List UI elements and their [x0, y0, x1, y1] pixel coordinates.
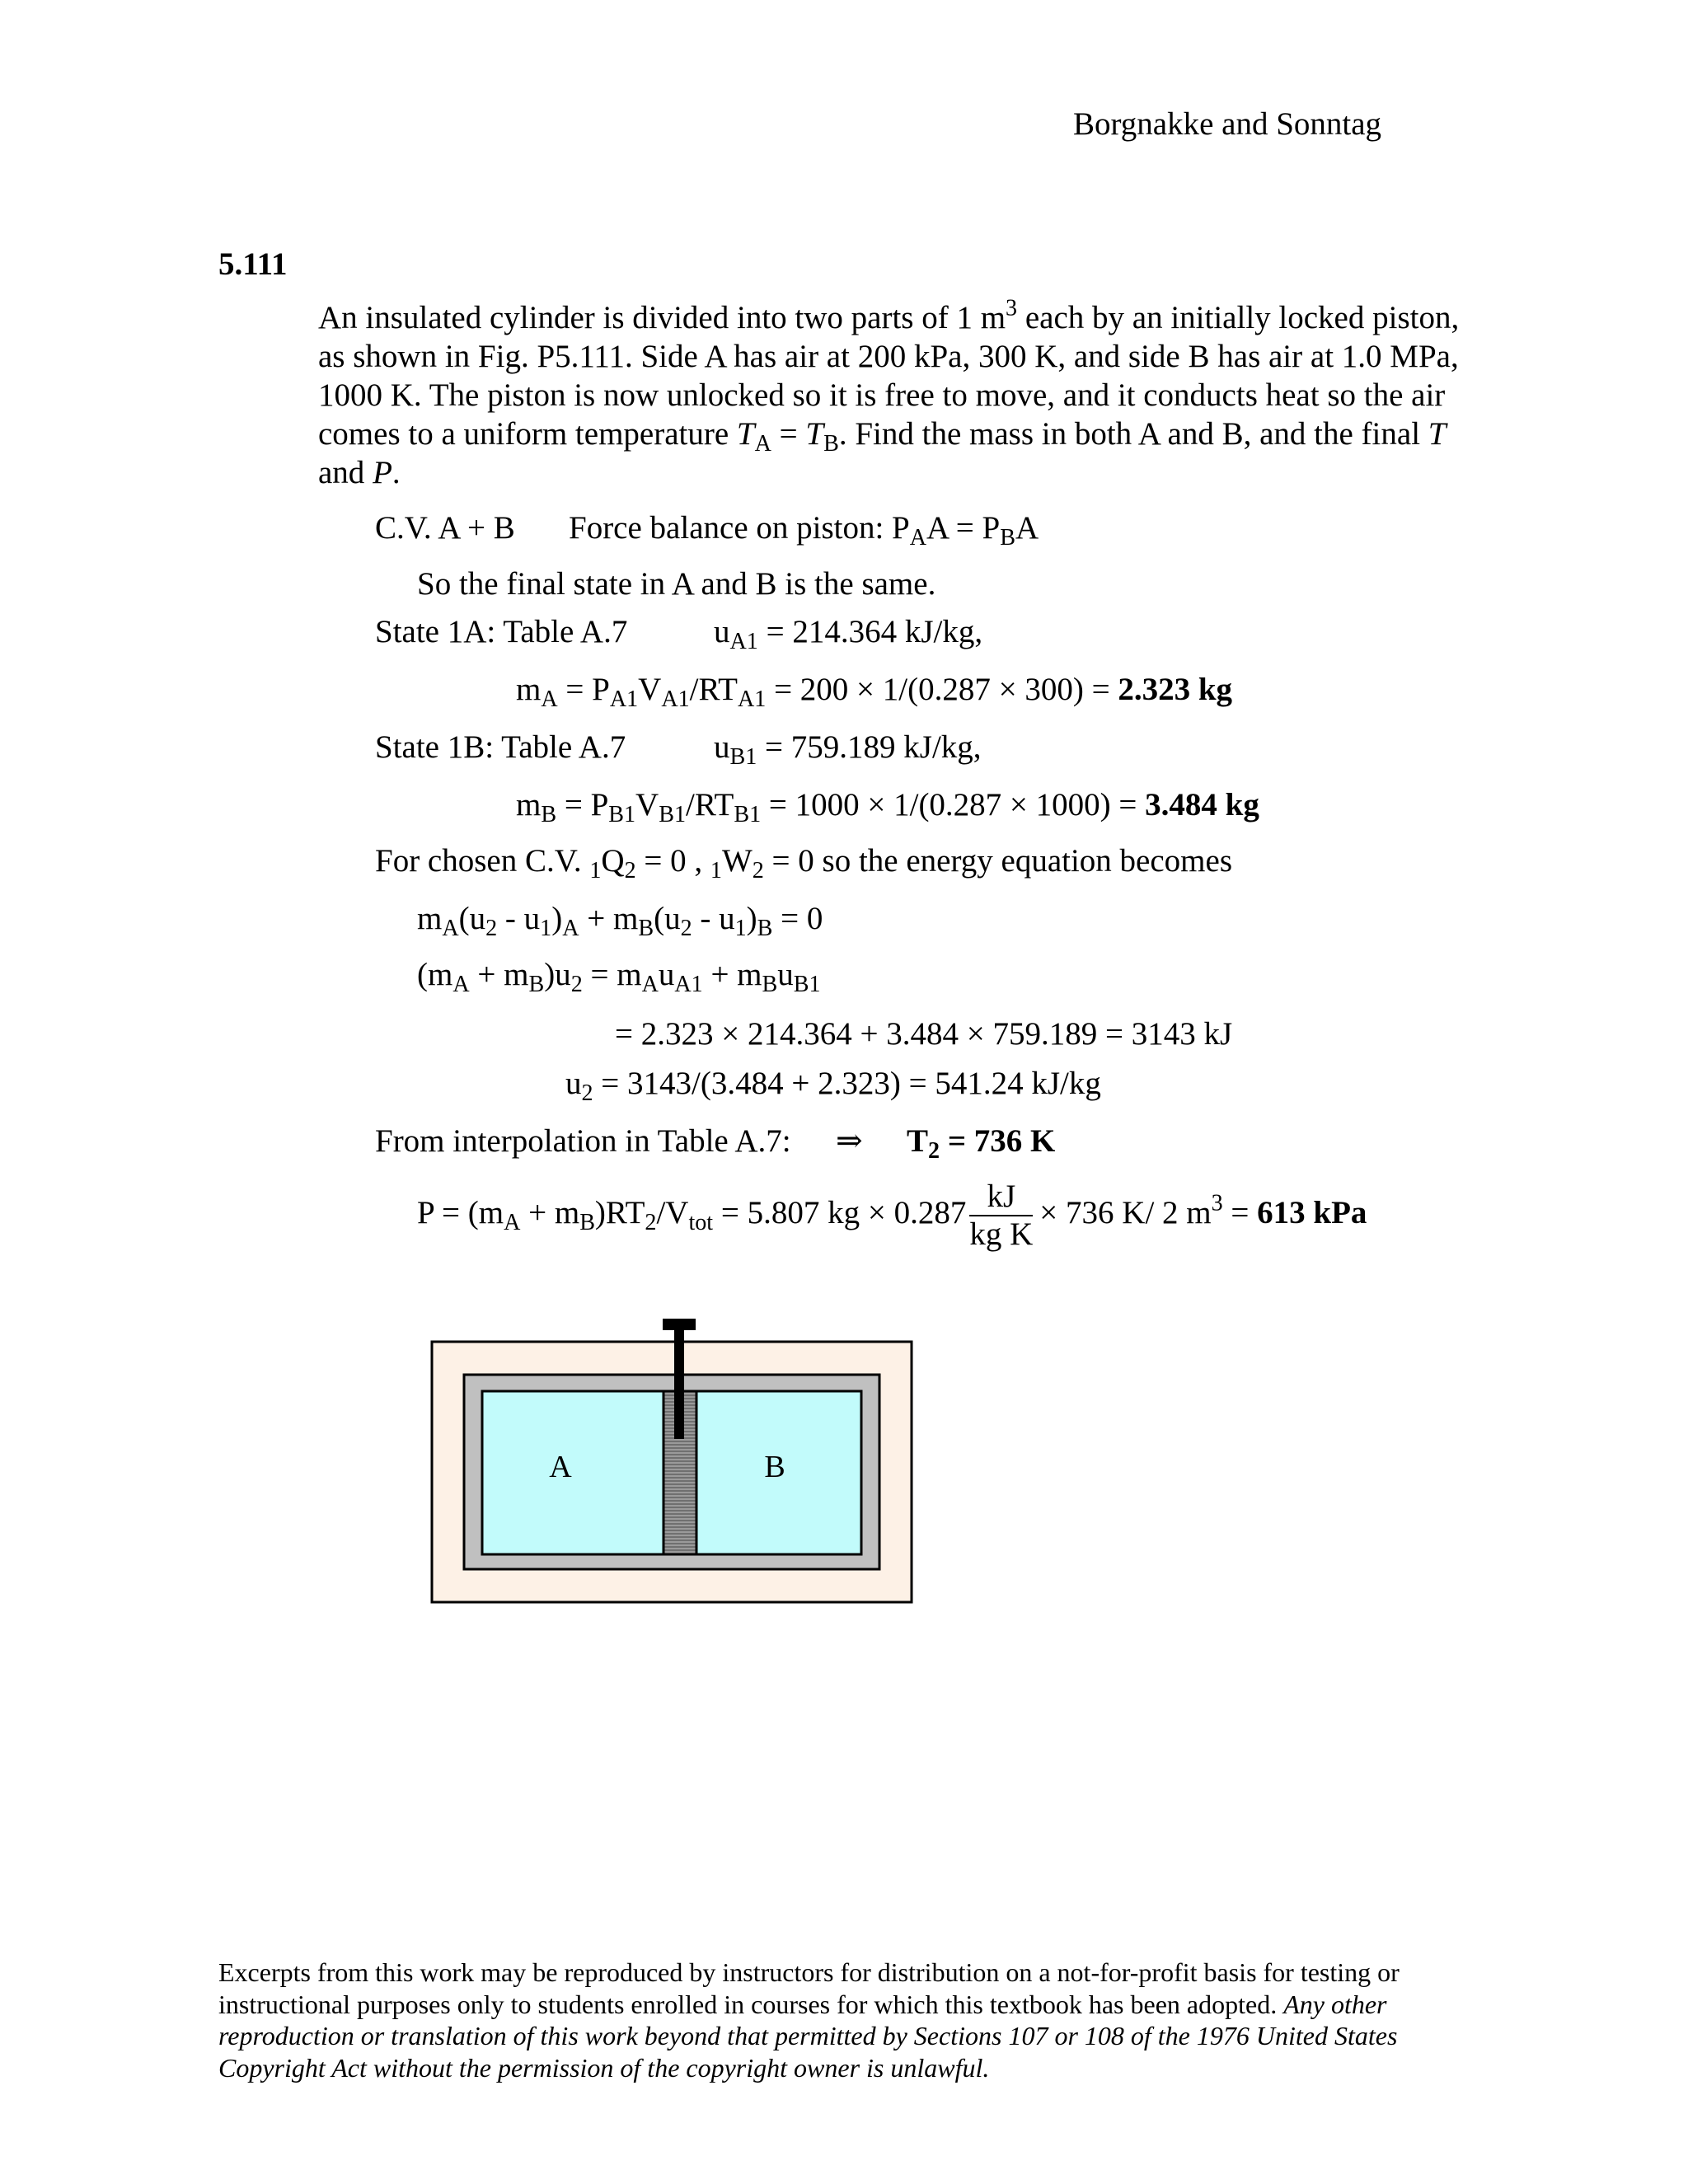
u2-equation: $u_2 = 3143/(3.484 + 2.323) = 541.24$ kJ/kg [565, 1066, 1101, 1106]
page-header-authors: Borgnakke and Sonntag [1073, 106, 1382, 142]
energy-equation-3: = 2.323 × 214.364 + 3.484 × 759.189 = 3143 kJ [615, 1016, 1233, 1052]
copyright-footer: Excerpts from this work may be reproduced by instructors for distribution on a not-for-profit basis for testing or instructional purposes only to students enrolled in courses for which this textbook has been adopted. Any other reproduction or translation of this work beyond that permitted by Sections 107 or 108 of the 1976 United States Copyright Act without the permission of the copyright owner is unlawful. [218, 1957, 1400, 2083]
lock-handle [663, 1319, 696, 1330]
state-1b-label: State 1B: Table A.7 [375, 729, 626, 765]
mass-b-equation: $m_B = P_{B1}V_{B1}/RT_{B1} = 1000 \times 1/(0.287 \times 1000) = 3.484$ kg [516, 787, 1259, 827]
energy-equation-2: $(m_A + m_B)u_2 = m_Au_{A1} + m_Bu_{B1}$ [417, 957, 821, 997]
label-a: A [549, 1450, 572, 1484]
force-balance: Force balance on piston: $P_AA = P_BA$ [569, 510, 1039, 551]
lock-rod [674, 1322, 684, 1439]
final-temperature: $T_2 = 736$ K [907, 1123, 1056, 1164]
problem-number: 5.111 [218, 246, 288, 282]
unit-fraction: $\frac{kJ}{\text{kg K}}$ [969, 1179, 1034, 1252]
state-1a-label: State 1A: Table A.7 [375, 614, 628, 649]
pressure-equation: $P = (m_A + m_B)RT_2/V_{tot} = 5.807$ kg × 0.287 $\frac{kJ}{\text{kg K}}$ × 736 K/ 2 $m^3 = 613$ kPa [417, 1179, 1367, 1252]
state-1b-energy: $u_{B1} = 759.189$ kJ/kg, [714, 729, 982, 770]
interpolation-line: From interpolation in Table A.7: [375, 1123, 791, 1159]
cv-label: C.V. A + B [375, 510, 515, 546]
problem-statement: An insulated cylinder is divided into two parts of 1 $m^3$ each by an initially locked piston, as shown in Fig. P5.111. Side A has air at 200 kPa, 300 K, and side B has air at 1.0 MPa, 1000 K. The piston is now unlocked so it is free to move, and it conducts heat so the air comes to a uniform temperature $T_A = T_B$. Find the mass in both A and B, and the final T and P. [318, 295, 1460, 490]
side-a-chamber [482, 1391, 663, 1554]
same-state-note: So the final state in A and B is the same. [417, 566, 936, 602]
implies-arrow: ⇒ [836, 1123, 863, 1159]
state-1a-energy: $u_{A1} = 214.364$ kJ/kg, [714, 614, 983, 654]
energy-equation-intro: For chosen C.V. $_1Q_2 = 0$ , $_1W_2 = 0$ so the energy equation becomes [375, 843, 1233, 883]
label-b: B [764, 1450, 785, 1484]
mass-a-equation: $m_A = P_{A1}V_{A1}/RT_{A1} = 200 \times 1/(0.287 \times 300) = 2.323$ kg [516, 672, 1233, 712]
energy-equation-1: $m_A(u_2 - u_1)_A + m_B(u_2 - u_1)_B = 0$ [417, 901, 823, 941]
